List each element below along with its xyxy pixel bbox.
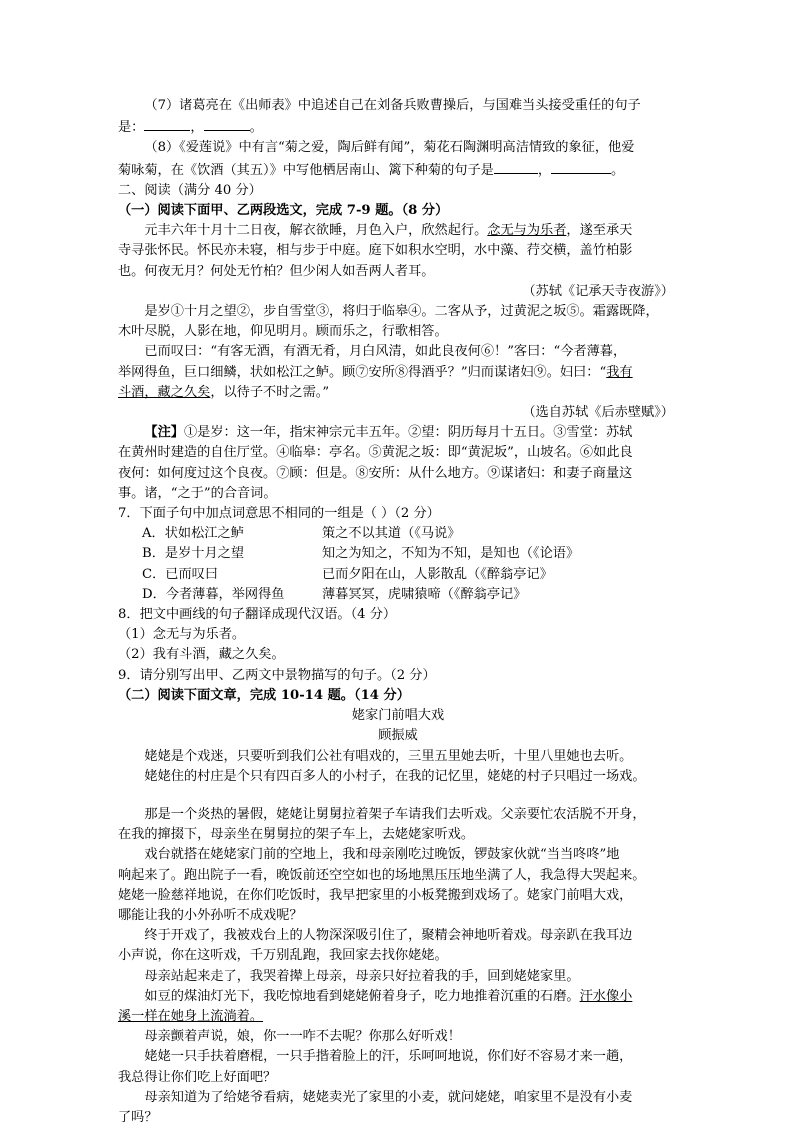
q7-text: （7）诸葛亮在《出师表》中追述自己在刘备兵败曹操后，与国难当头接受重任的句子 bbox=[144, 98, 641, 113]
option-b[interactable]: B．是岁十月之望 知之为知之，不知为不知，是知也（《论语》 bbox=[142, 546, 580, 562]
article-paragraph: 戏台就搭在姥姥家门前的空地上，我和母亲刚吃过晚饭，锣鼓家伙就“当当咚咚”地 bbox=[144, 847, 620, 863]
passage-jia-line: 寺寻张怀民。怀民亦未寝，相与步于中庭。庭下如积水空明，水中藻、荇交横，盖竹柏影 bbox=[118, 243, 633, 259]
q8-answer-line: 菊咏菊，在《饮酒（其五）》中写他栖居南山、篱下种菊的句子是 ， 。 bbox=[118, 159, 678, 181]
passage-jia-line: 也。何夜无月？何处无竹柏？但少闲人如吾两人者耳。 bbox=[118, 263, 435, 279]
article-paragraph-cont: 在我的撺掇下，母亲坐在舅舅拉的架子车上，去姥姥家听戏。 bbox=[118, 827, 475, 843]
article-title: 姥家门前唱大戏 bbox=[351, 708, 445, 724]
article-paragraph-cont: 小声说，你在这听戏，千万别乱跑，我回家去找你姥姥。 bbox=[118, 948, 448, 964]
answer-blank[interactable] bbox=[494, 159, 538, 174]
article-paragraph-cont: 哪能让我的小外孙听不成戏呢？ bbox=[118, 907, 303, 923]
article-paragraph: 终于开戏了，我被戏台上的人物深深吸引住了，聚精会神地听着戏。母亲趴在我耳边 bbox=[144, 928, 633, 944]
underlined-sentence: 汗水像小 bbox=[579, 988, 633, 1004]
article-paragraph-cont: 我总得让你们吃上好面吧？ bbox=[118, 1069, 277, 1085]
document-page bbox=[118, 96, 678, 1128]
question-8-stem: 8．把文中画线的句子翻译成现代汉语。（4 分） bbox=[118, 607, 397, 623]
answer-blank[interactable] bbox=[144, 116, 190, 131]
option-d[interactable]: D．今者薄暮，举网得鱼 薄暮冥冥，虎啸猿啼（《醉翁亭记》 bbox=[142, 586, 527, 602]
article-paragraph: 姥姥一只手扶着磨棍，一只手揩着脸上的汗，乐呵呵地说，你们好不容易才来一趟， bbox=[144, 1049, 633, 1065]
passage-yi-source: （选自苏轼《后赤壁赋》） bbox=[522, 405, 674, 421]
answer-blank[interactable] bbox=[551, 159, 611, 174]
passage-yi-line: 木叶尽脱，人影在地，仰见明月。顾而乐之，行歌相答。 bbox=[118, 324, 448, 340]
article-paragraph: 那是一个炎热的暑假，姥姥让舅舅拉着架子车请我们去听戏。父亲要忙农活脱不开身， bbox=[144, 806, 646, 822]
article-paragraph-cont: 响起来了。跑出院子一看，晚饭前还空空如也的场地黑压压地坐满了人，我急得大哭起来。 bbox=[118, 867, 646, 883]
section-heading: 二、阅读（满分 40 分） bbox=[118, 182, 262, 198]
article-author: 顾振威 bbox=[378, 728, 418, 744]
question-8-sub2: （2）我有斗酒，藏之久矣。 bbox=[118, 647, 285, 663]
passage-yi-line: 斗酒，藏之久矣，以待子不时之需。” bbox=[118, 384, 330, 400]
part2-heading: （二）阅读下面文章，完成 10-14 题。（14 分） bbox=[118, 687, 410, 703]
underlined-sentence: 我有 bbox=[606, 364, 633, 380]
article-paragraph: 姥姥是个戏迷，只要听到我们公社有唱戏的，三里五里她去听，十里八里她也去听。 bbox=[144, 748, 633, 764]
question-8-sub1: （1）念无与为乐者。 bbox=[118, 627, 246, 643]
article-paragraph: 母亲颤着声说，娘，你一一咋不去呢？你那么好听戏！ bbox=[144, 1029, 461, 1045]
underlined-sentence: 念无与为乐者 bbox=[487, 223, 567, 239]
article-paragraph: 母亲站起来走了，我哭着撵上母亲，母亲只好拉着我的手，回到姥姥家里。 bbox=[144, 968, 580, 984]
annotation-line: 夜何：如何度过这个良夜。⑦顾：但是。⑧安所：从什么地方。⑨谋诸妇：和妻子商量这 bbox=[118, 465, 633, 481]
annotation-line: 在黄州时建造的自住厅堂。④临皋：亭名。⑤黄泥之坂：即“黄泥坂”，山坡名。⑥如此良 bbox=[118, 445, 633, 461]
underlined-sentence: 斗酒，藏之久矣 bbox=[118, 384, 211, 400]
part1-heading: （一）阅读下面甲、乙两段选文，完成 7-9 题。（8 分） bbox=[118, 203, 449, 219]
option-c[interactable]: C．已而叹曰 已而夕阳在山，人影散乱（《醉翁亭记》 bbox=[142, 566, 553, 582]
question-9-stem: 9．请分别写出甲、乙两文中景物描写的句子。（2 分） bbox=[118, 667, 436, 683]
underlined-sentence: 溪一样在她身上流淌着。 bbox=[118, 1008, 264, 1024]
q8-text: （8）《爱莲说》中有言“菊之爱，陶后鲜有闻”，菊花石陶渊明高洁情致的象征，他爱 bbox=[144, 140, 635, 156]
passage-yi-line: 举网得鱼，巨口细鳞，状如松江之鲈。顾⑦安所⑧得酒乎？”归而谋诸妇⑨。妇曰：“我有 bbox=[118, 364, 633, 380]
article-paragraph: 姥姥住的村庄是个只有四百多人的小村子，在我的记忆里，姥姥的村子只唱过一场戏。 bbox=[144, 768, 646, 784]
passage-jia-line: 元丰六年十月十二日夜，解衣欲睡，月色入户，欣然起行。念无与为乐者，遂至承天 bbox=[144, 223, 633, 239]
article-paragraph: 如豆的煤油灯光下，我吃惊地看到姥姥俯着身子，吃力地推着沉重的石磨。汗水像小 bbox=[144, 988, 633, 1004]
q7-answer-line: 是： ， 。 bbox=[118, 116, 678, 138]
passage-jia-source: （苏轼《记承天寺夜游》） bbox=[522, 283, 674, 299]
option-a[interactable]: A．状如松江之鲈 策之不以其道（《马说》 bbox=[142, 526, 461, 542]
passage-yi-line: 是岁①十月之望②，步自雪堂③，将归于临皋④。二客从予，过黄泥之坂⑤。霜露既降， bbox=[144, 304, 659, 320]
answer-blank[interactable] bbox=[204, 116, 250, 131]
article-paragraph: 母亲知道为了给姥爷看病，姥姥卖光了家里的小麦，就问姥姥，咱家里不是没有小麦 bbox=[144, 1089, 633, 1105]
passage-yi-line: 已而叹曰：“有客无酒，有酒无肴，月白风清，如此良夜何⑥！”客曰：“今者薄暮， bbox=[144, 344, 627, 360]
question-7-stem: 7．下面子句中加点词意思不相同的一组是（ ）（2 分） bbox=[118, 506, 440, 522]
article-paragraph-cont: 了吗？ bbox=[118, 1109, 158, 1125]
annotation-line: 【注】①是岁：这一年，指宋神宗元丰五年。②望：阴历每月十五日。③雪堂：苏轼 bbox=[144, 425, 633, 441]
article-paragraph-cont: 姥姥一脸慈祥地说，在你们吃饭时，我早把家里的小板凳搬到戏场了。姥家门前唱大戏， bbox=[118, 887, 633, 903]
article-paragraph-cont bbox=[118, 1007, 678, 1027]
annotation-line: 事。诸，“之于”的合音词。 bbox=[118, 485, 277, 501]
